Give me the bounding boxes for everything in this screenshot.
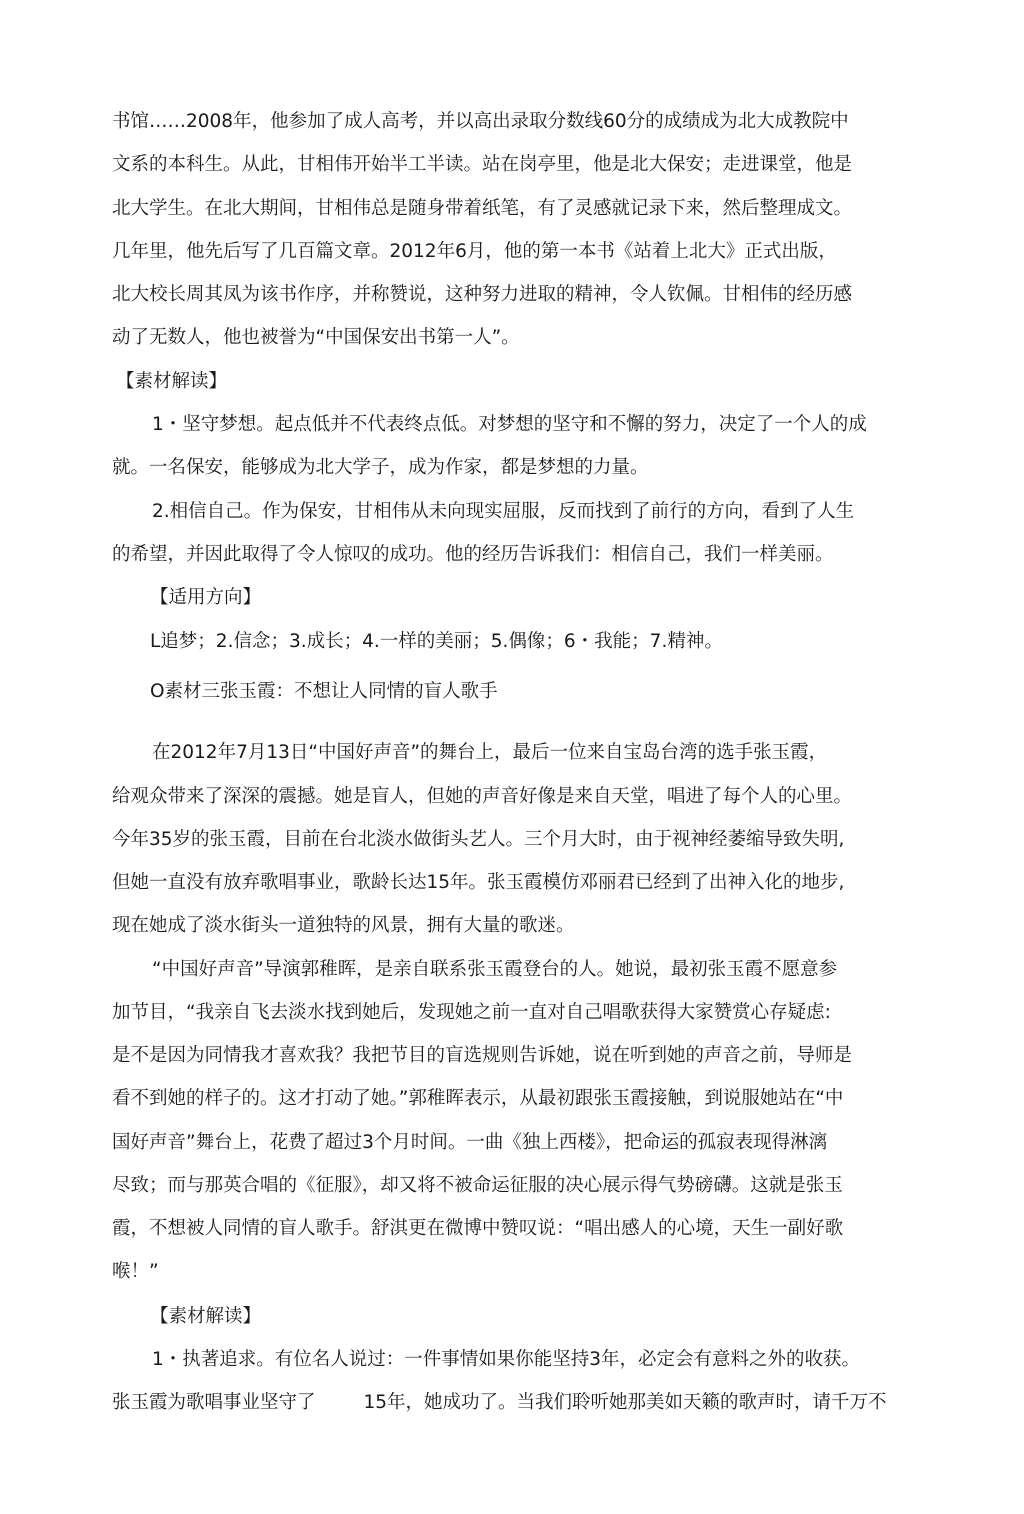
interpretation-line — [112, 1391, 887, 1415]
interpretation-heading: 【素材解读】 — [150, 1306, 262, 1327]
paragraph-line: 在2012年7月13日“中国好声音”的舞台上，最后一位来自宝岛台湾的选手张玉霞， — [152, 742, 828, 763]
paragraph-line: “中国好声音”导演郭稚晖，是亲自联系张玉霞登台的人。她说，最初张玉霞不愿意参 — [152, 959, 838, 980]
paragraph-line: 书馆……2008年，他参加了成人高考，并以高出录取分数线60分的成绩成为北大成教院中 — [112, 111, 849, 132]
paragraph-line: 霞，不想被人同情的盲人歌手。舒淇更在微博中赞叹说：“唱出感人的心境，天生一副好歌 — [112, 1218, 844, 1239]
paragraph-line: 是不是因为同情我才喜欢我？我把节目的盲选规则告诉她，说在听到她的声音之前，导师是 — [112, 1045, 853, 1066]
paragraph-line: 给观众带来了深深的震撼。她是盲人，但她的声音好像是来自天堂，唱进了每个人的心里。 — [112, 786, 853, 807]
interpretation-line: 1・执著追求。有位名人说过：一件事情如果你能坚持3年，必定会有意料之外的收获。 — [152, 1349, 861, 1370]
interpretation-line: 2.相信自己。作为保安，甘相伟从未向现实屈服，反而找到了前行的方向，看到了人生 — [152, 501, 855, 522]
paragraph-line: 看不到她的样子的。这才打动了她。”郭稚晖表示，从最初跟张玉霞接触，到说服她站在“中 — [112, 1088, 844, 1109]
paragraph-line: 文系的本科生。从此，甘相伟开始半工半读。站在岗亭里，他是北大保安；走进课堂，他是 — [112, 154, 853, 175]
paragraph-line: 尽致；而与那英合唱的《征服》，却又将不被命运征服的决心展示得气势磅礴。这就是张玉 — [112, 1175, 843, 1196]
direction-list: L追梦；2.信念；3.成长；4.一样的美丽；5.偶像；6・我能；7.精神。 — [150, 631, 723, 652]
paragraph-line: 几年里，他先后写了几百篇文章。2012年6月，他的第一本书《站着上北大》正式出版， — [112, 241, 837, 262]
paragraph-line: 北大校长周其凤为该书作序，并称赞说，这种努力进取的精神，令人钦佩。甘相伟的经历感 — [112, 284, 853, 305]
paragraph-line: 现在她成了淡水街头一道独特的风景，拥有大量的歌迷。 — [112, 915, 575, 936]
paragraph-line: 动了无数人，他也被誉为“中国保安出书第一人”。 — [112, 327, 520, 348]
interpretation-line: 1・坚守梦想。起点低并不代表终点低。对梦想的坚守和不懈的努力，决定了一个人的成 — [152, 414, 867, 435]
interpretation-line: 的希望，并因此取得了令人惊叹的成功。他的经历告诉我们：相信自己，我们一样美丽。 — [112, 544, 834, 565]
paragraph-line: 今年35岁的张玉霞，目前在台北淡水做街头艺人。三个月大时，由于视神经萎缩导致失明, — [112, 829, 845, 850]
section-title: O素材三张玉霞：不想让人同情的盲人歌手 — [150, 681, 498, 702]
paragraph-line: 北大学生。在北大期间，甘相伟总是随身带着纸笔，有了灵感就记录下来，然后整理成文。 — [112, 198, 853, 219]
interpretation-line-part: 15年，她成功了。当我们聆听她那美如天籁的歌声时，请千万不 — [363, 1392, 887, 1413]
paragraph-line: 加节目，“我亲自飞去淡水找到她后，发现她之前一直对自己唱歌获得大家赞赏心存疑虑: — [112, 1002, 831, 1023]
interpretation-line: 就。一名保安，能够成为北大学子，成为作家，都是梦想的力量。 — [112, 457, 649, 478]
interpretation-heading: 【素材解读】 — [116, 371, 228, 392]
interpretation-line-part: 张玉霞为歌唱事业坚守了 — [112, 1392, 316, 1413]
direction-heading: 【适用方向】 — [150, 587, 262, 608]
paragraph-line: 国好声音”舞台上，花费了超过3个月时间。一曲《独上西楼》，把命运的孤寂表现得淋漓 — [112, 1132, 828, 1153]
paragraph-line: 但她一直没有放弃歌唱事业，歌龄长达15年。张玉霞模仿邓丽君已经到了出神入化的地步, — [112, 872, 845, 893]
paragraph-line: 喉！” — [112, 1261, 159, 1282]
